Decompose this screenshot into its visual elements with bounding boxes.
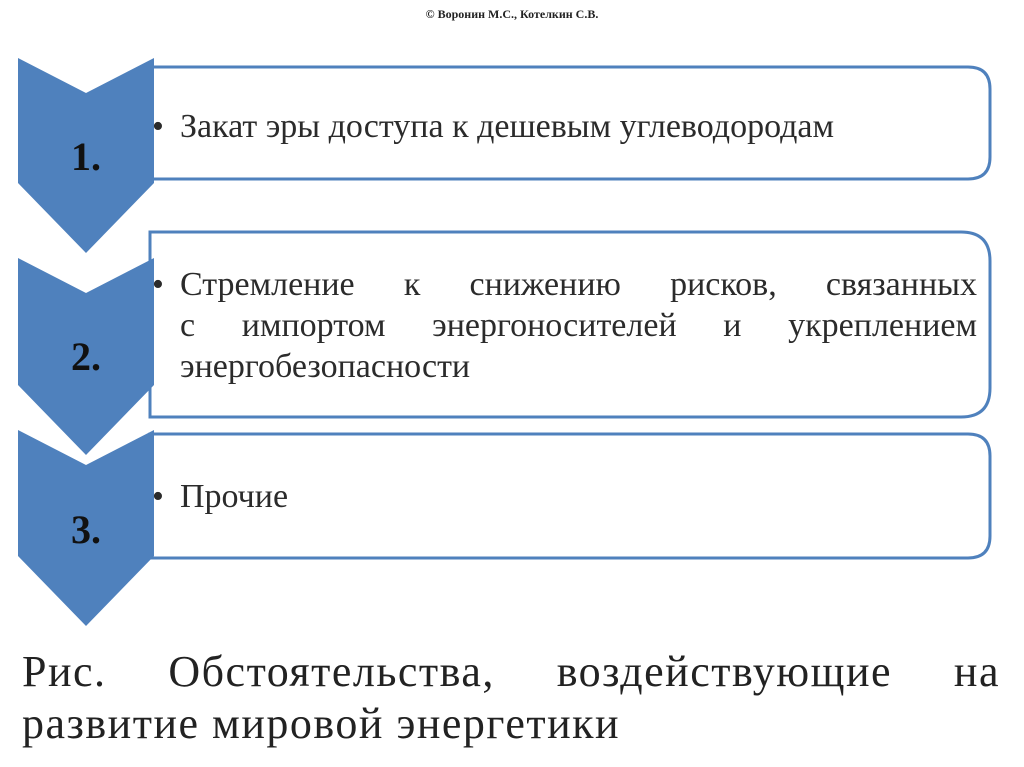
item-2-line-3: энергобезопасности (180, 348, 471, 385)
item-2-line-2: с импортом энергоносителей и укреплением (180, 307, 977, 344)
bullet-2: • (152, 266, 164, 303)
item-1-line-1: Закат эры доступа к дешевым углеводородам (180, 108, 835, 145)
item-number-3: 3. (71, 507, 101, 552)
item-text-1 (152, 106, 975, 147)
caption-line-1: Рис. Обстоятельства, воздействующие на (22, 647, 1000, 696)
copyright-notice: © Воронин М.С., Котелкин С.В. (425, 7, 599, 21)
item-number-1: 1. (71, 134, 101, 179)
item-2-line-1: Стремление к снижению рисков, связанных (180, 266, 977, 303)
item-number-2: 2. (71, 334, 101, 379)
caption-line-2: развитие мировой энергетики (22, 699, 621, 748)
item-text-3 (152, 476, 975, 517)
item-3-line-1: Прочие (180, 478, 289, 515)
item-text-2 (152, 264, 977, 387)
bullet-1: • (152, 108, 164, 145)
figure-caption (22, 646, 1000, 750)
bullet-3: • (152, 478, 164, 515)
